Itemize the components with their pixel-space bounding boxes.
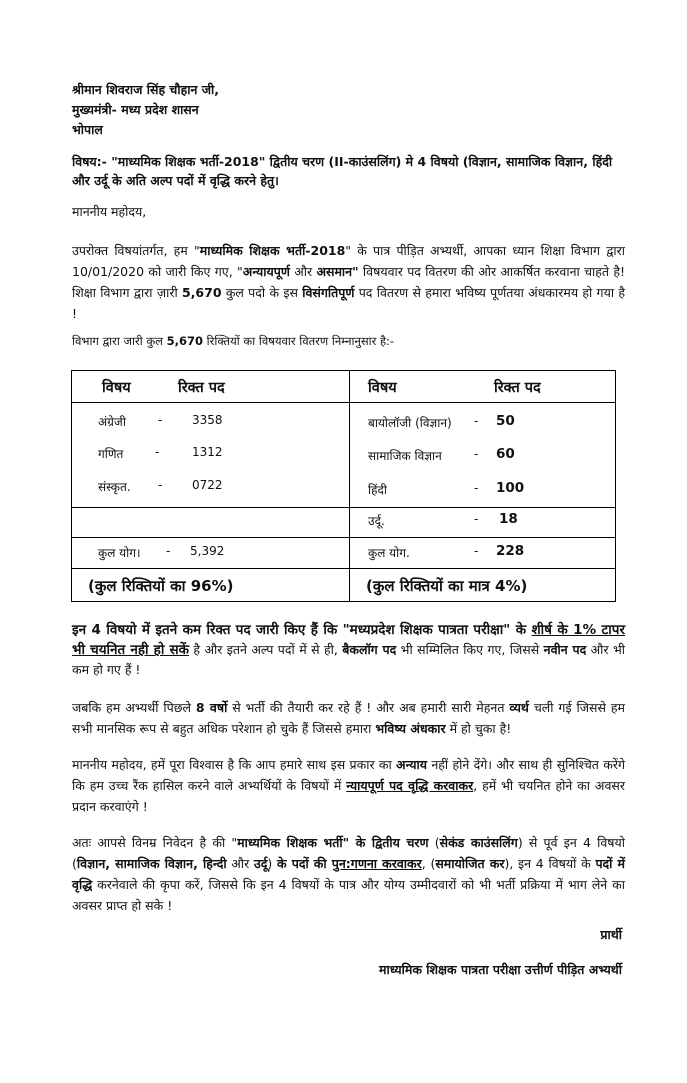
text: विभाग द्वारा जारी कुल (72, 334, 167, 348)
text: रिक्तियों का विषयवार वितरण निम्नानुसार है:- (203, 334, 395, 348)
text: और (226, 856, 254, 871)
left-percent: (कुल रिक्तियों का 96%) (88, 577, 234, 595)
text: और भी कम हो गए हैं ! (72, 642, 625, 677)
subject-name: गणित (98, 447, 124, 461)
text: और (289, 264, 317, 279)
header-vacancy: रिक्त पद (178, 380, 225, 396)
header-subject: विषय (368, 380, 397, 396)
vacancy-count: 100 (496, 480, 525, 496)
paragraph-4 (72, 754, 625, 817)
header-subject: विषय (102, 380, 131, 396)
bold-text: सेकंड काउंसलिंग (439, 835, 518, 850)
text: करनेवाले की कृपा करें, जिससे कि इन 4 विषयों के पात्र और योग्य उम्मीदवारों को भी भर्ती प्रक्रिया में भाग लेने का अवसर प्राप्त हो सके ! (72, 877, 625, 913)
text: में हो चुका है! (445, 721, 512, 736)
bold-text: विज्ञान, सामाजिक विज्ञान, हिन्दी (76, 856, 227, 871)
table-rule (72, 537, 615, 538)
salutation: माननीय महोदय, (72, 204, 147, 219)
bold-text: भविष्य अंधकार (375, 721, 446, 736)
table-divider (349, 371, 350, 601)
vacancy-table (71, 370, 616, 602)
bold-underlined-text: न्यायपूर्ण पद वृद्धि करवाकर (346, 778, 474, 793)
text: " के पात्र पीड़ित अभ्यर्थी, आपका ध्यान शिक्षा विभाग द्वारा 10/01/2020 को जारी किए गए, " (72, 243, 625, 279)
subject-name: उर्दू. (368, 514, 385, 528)
paragraph-5 (72, 832, 625, 916)
dash: - (158, 478, 163, 492)
text: है और इतने अल्प पदों में से ही, (188, 642, 343, 657)
text: चली गई जिससे हम सभी मानसिक रूप से बहुत अधिक परेशान हो चुके हैं जिससे हमारा (72, 700, 626, 736)
bold-underlined-text: पुन:गणना करवाकर (331, 856, 422, 871)
dash: - (166, 544, 171, 558)
bold-text: माध्यमिक शिक्षक भर्ती" के द्वितीय चरण (237, 835, 429, 850)
text: ), इन 4 विषयों के (504, 856, 596, 871)
subject-name: हिंदी (368, 483, 387, 497)
text: भी सम्मिलित किए गए, जिससे (396, 642, 544, 657)
total-value: 228 (496, 543, 525, 559)
paragraph-1 (72, 240, 625, 324)
dash: - (474, 481, 479, 495)
text: ) से पूर्व इन 4 विषयो ( (72, 835, 625, 871)
bold-text: नवीन पद (543, 642, 587, 657)
text: माननीय महोदय, हमें पूरा विश्वास है कि आप हमारे साथ इस प्रकार का (72, 757, 397, 772)
table-intro (72, 334, 394, 349)
signature-applicant: प्रार्थी (600, 927, 622, 942)
recipient-designation: मुख्यमंत्री- मध्य प्रदेश शासन (72, 102, 199, 117)
bold-text: समायोजित कर (435, 856, 505, 871)
recipient-city: भोपाल (72, 122, 103, 137)
vacancy-count: 1312 (192, 445, 223, 459)
bold-text: 8 वर्षो (195, 700, 228, 715)
dash: - (155, 445, 160, 459)
table-rule (72, 402, 615, 403)
text: जबकि हम अभ्यर्थी पिछले (72, 700, 196, 715)
subject-name: बायोलॉजी (विज्ञान) (368, 416, 452, 430)
paragraph-3 (72, 697, 625, 739)
bold-text: विसंगतिपूर्ण (302, 285, 355, 300)
table-rule (72, 507, 615, 508)
signature-group: माध्यमिक शिक्षक पात्रता परीक्षा उत्तीर्ण पीड़ित अभ्यर्थी (378, 962, 622, 977)
dash: - (158, 413, 163, 427)
bold-text: व्यर्थ (509, 700, 529, 715)
bold-text: पदों में वृद्धि (72, 856, 625, 892)
bold-text: अन्याय (396, 757, 428, 772)
bold-text: इन 4 विषयो में इतने कम रिक्त पद जारी किए हैं कि "मध्यप्रदेश शिक्षक पात्रता परीक्षा" के (72, 622, 532, 638)
right-percent: (कुल रिक्तियों का मात्र 4%) (366, 577, 528, 595)
header-vacancy: रिक्त पद (494, 380, 541, 396)
text: , हमें भी चयनित होने का अवसर प्रदान करवाएंगे ! (72, 778, 625, 814)
text: उपरोक्त विषयांतर्गत, हम " (72, 243, 200, 258)
vacancy-count: 0722 (192, 478, 223, 492)
subject-line: विषय:- "माध्यमिक शिक्षक भर्ती-2018" द्वितीय चरण (II-काउंसलिंग) मे 4 विषयो (विज्ञान, सामाजिक विज्ञान, हिंदी और उर्दू के अति अल्प पदों में वृद्धि करने हेतु। (72, 154, 613, 188)
text: ) (267, 856, 278, 871)
text: , ( (421, 856, 436, 871)
vacancy-count: 18 (499, 511, 518, 527)
text: कुल पदो के इस (221, 285, 303, 300)
text: ( (428, 835, 440, 850)
subject-name: सामाजिक विज्ञान (368, 449, 442, 463)
text: पद वितरण से हमारा भविष्य पूर्णतया अंधकारमय हो गया है ! (72, 285, 625, 321)
dash: - (474, 544, 479, 558)
bold-underlined-text: भी चयनित नही हो सकें (72, 642, 189, 658)
text: से भर्ती की तैयारी कर रहे हैं ! और अब हमारी सारी मेहनत (227, 700, 510, 715)
vacancy-count: 50 (496, 413, 515, 429)
bold-underlined-text: शीर्ष के 1% टापर (531, 622, 625, 638)
bold-text: 5,670 (181, 285, 222, 300)
paragraph-2 (72, 620, 625, 680)
subject-name: अंग्रेजी (98, 415, 126, 429)
recipient-name: श्रीमान शिवराज सिंह चौहान जी, (72, 82, 220, 97)
dash: - (474, 447, 479, 461)
vacancy-count: 60 (496, 446, 515, 462)
vacancy-count: 3358 (192, 413, 223, 427)
recipient-address (72, 80, 219, 140)
total-label: कुल योग. (368, 546, 410, 560)
table-rule (72, 568, 615, 569)
total-value: 5,392 (190, 544, 225, 558)
subject-name: संस्कृत. (98, 480, 131, 494)
text: विषयवार पद वितरण की ओर आकर्षित करवाना चाहते है! शिक्षा विभाग द्वारा ज़ारी (72, 264, 625, 300)
text: नहीं होने देंगे। और साथ ही सुनिश्चित करेंगे कि हम उच्च रैंक हासिल करने वाले अभ्यर्थियों के विषयों में (72, 757, 625, 793)
dash: - (474, 512, 479, 526)
bold-text: असमान" (316, 264, 359, 279)
bold-text: बैकलॉग पद (342, 642, 397, 657)
bold-text: उर्दू (253, 856, 268, 871)
text: अतः आपसे विनम्र निवेदन है की " (72, 835, 238, 850)
dash: - (474, 414, 479, 428)
total-label: कुल योग। (98, 546, 141, 560)
bold-text: माध्यमिक शिक्षक भर्ती-2018 (199, 243, 346, 258)
bold-text: के पदों की (277, 856, 332, 871)
bold-text: 5,670 (166, 334, 204, 348)
bold-text: अन्यायपूर्ण (242, 264, 290, 279)
